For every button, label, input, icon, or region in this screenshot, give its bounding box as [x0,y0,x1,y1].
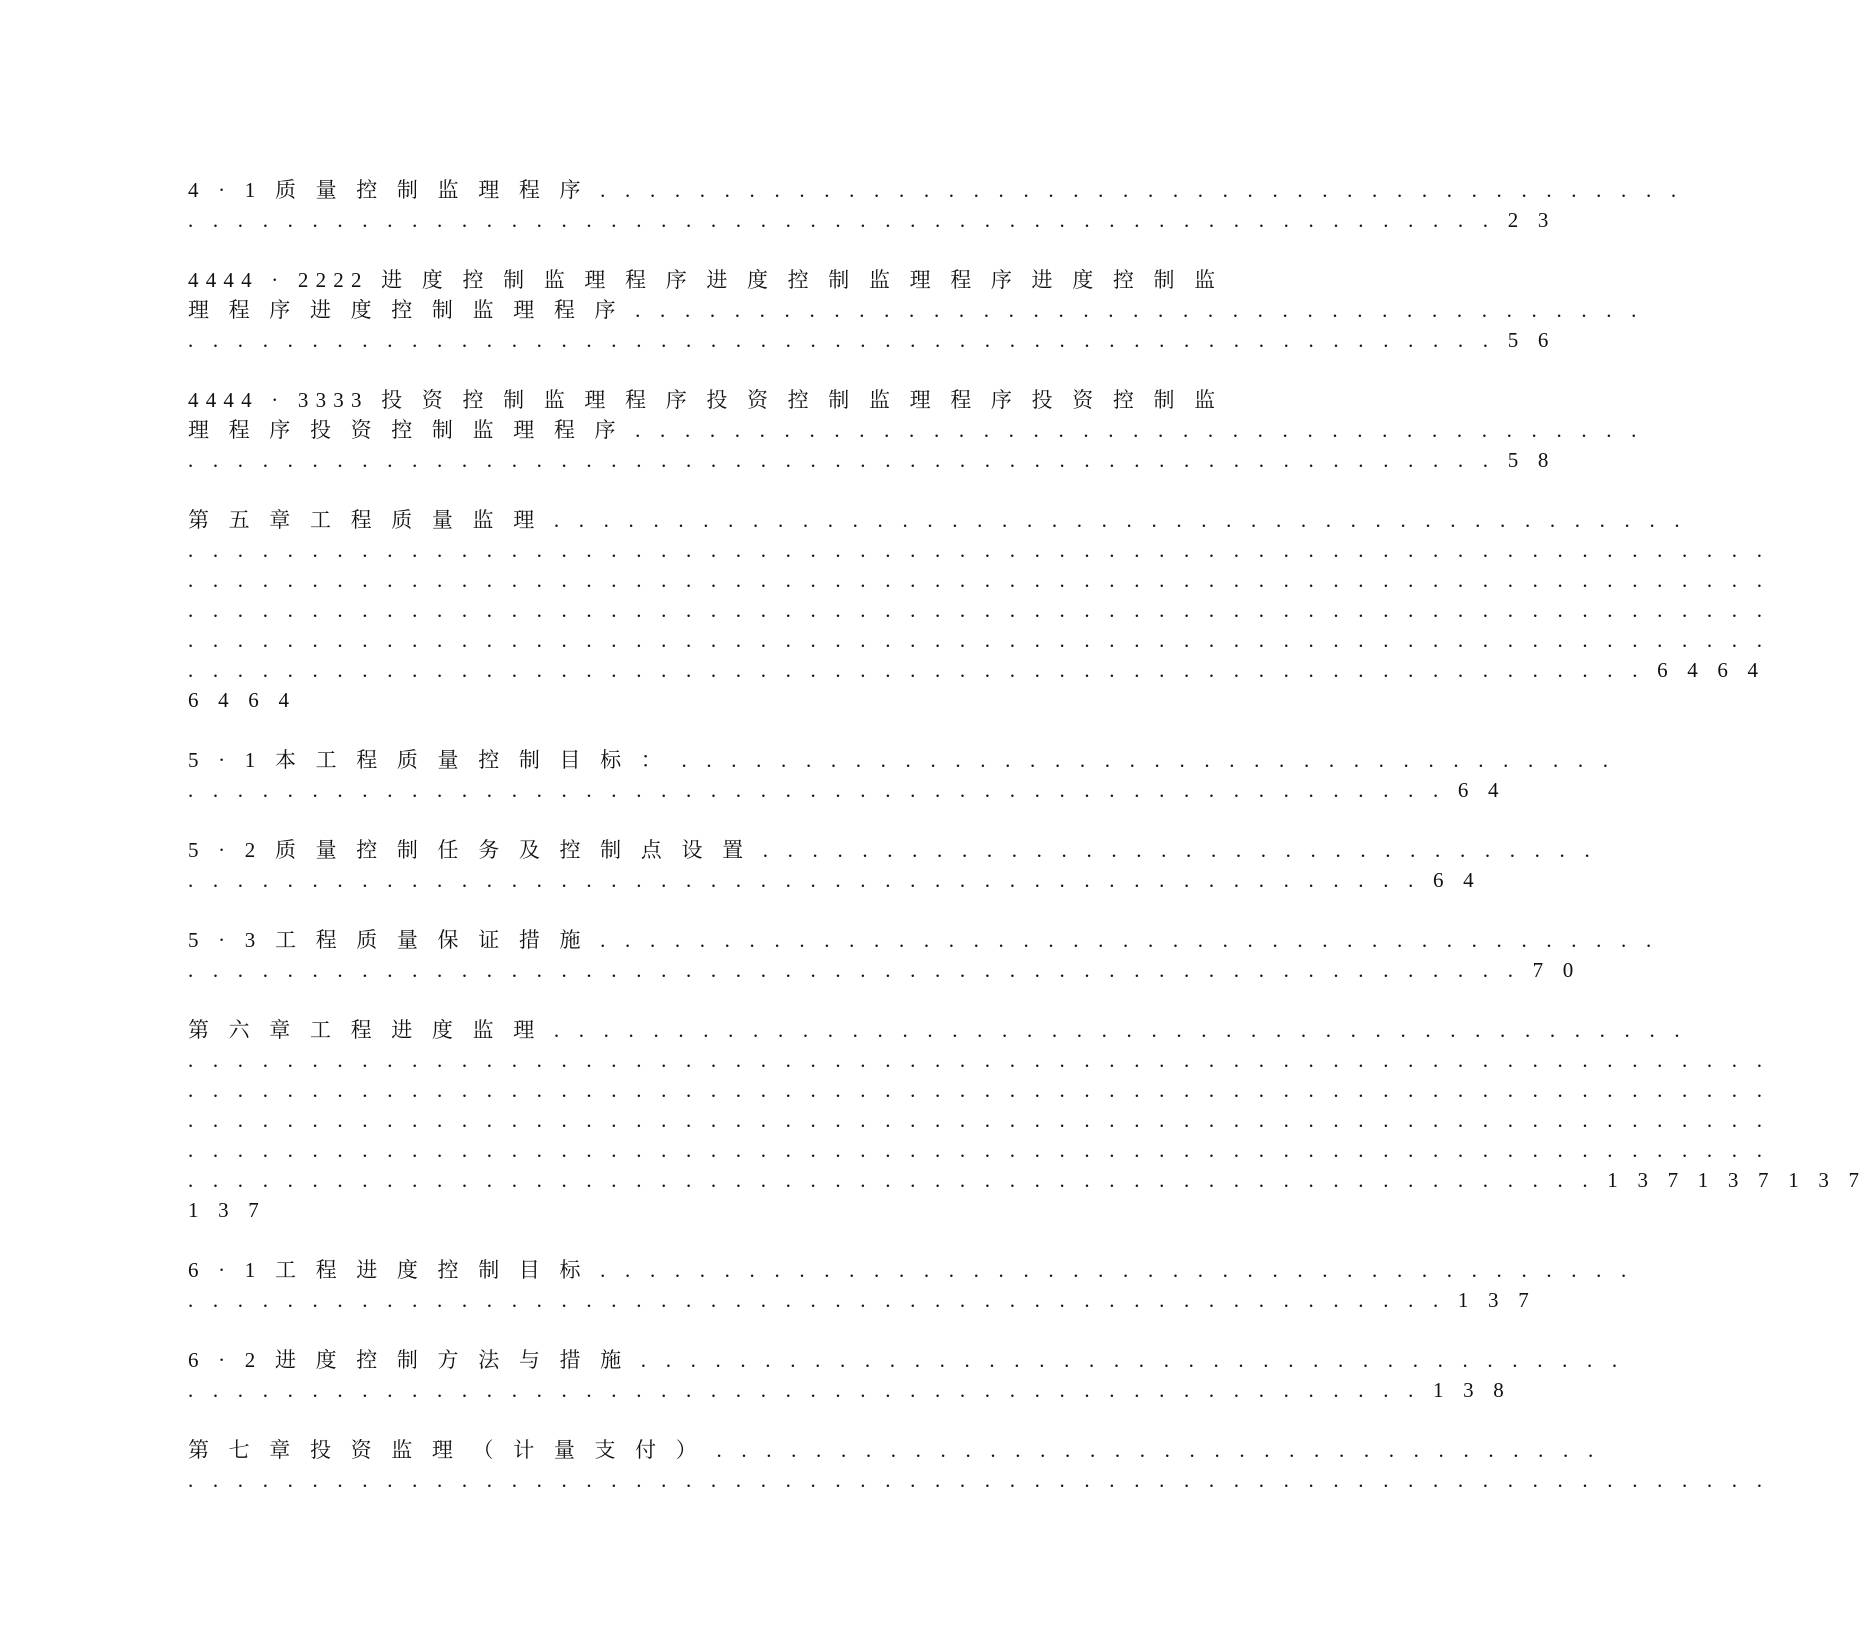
toc-entry-line: . . . . . . . . . . . . . . . . . . . . . . . . . . . . . . . . . . . . . . . . . . . . . . . . . . . . . 2 3 [188,208,1556,232]
toc-entry [188,1435,1770,1495]
toc-entry-line: 5 · 1 本 工 程 质 量 控 制 目 标 ： . . . . . . . . . . . . . . . . . . . . . . . . . . . . . . . . . . . . . . [188,748,1616,772]
toc-entry-line: . . . . . . . . . . . . . . . . . . . . . . . . . . . . . . . . . . . . . . . . . . . . . . . . . . . . . . . . . . . . . . . . [188,1078,1770,1102]
toc-entry-line: . . . . . . . . . . . . . . . . . . . . . . . . . . . . . . . . . . . . . . . . . . . . . . . . . . . . . . . . . . . . . . . . [188,568,1770,592]
toc-entry [188,1015,1866,1225]
table-of-contents [188,175,1866,1525]
toc-entry [188,265,1644,355]
toc-entry-line: 6 · 2 进 度 控 制 方 法 与 措 施 . . . . . . . . . . . . . . . . . . . . . . . . . . . . . . . . . . . . . . . . [188,1348,1625,1372]
toc-entry-line: 5 · 3 工 程 质 量 保 证 措 施 . . . . . . . . . . . . . . . . . . . . . . . . . . . . . . . . . . . . . . . . . . . [188,928,1659,952]
toc-entry-line: . . . . . . . . . . . . . . . . . . . . . . . . . . . . . . . . . . . . . . . . . . . . . . . . . . . 1 3 7 [188,1288,1536,1312]
toc-entry-line: 理 程 序 进 度 控 制 监 理 程 序 . . . . . . . . . . . . . . . . . . . . . . . . . . . . . . . . . . . . . . . . . [188,298,1644,322]
toc-entry-line: . . . . . . . . . . . . . . . . . . . . . . . . . . . . . . . . . . . . . . . . . . . . . . . . . . . 6 4 [188,778,1506,802]
toc-entry-line: . . . . . . . . . . . . . . . . . . . . . . . . . . . . . . . . . . . . . . . . . . . . . . . . . . . . . . . . . . . . . . . . [188,628,1770,652]
toc-entry [188,925,1659,985]
toc-entry-line: 5 · 2 质 量 控 制 任 务 及 控 制 点 设 置 . . . . . . . . . . . . . . . . . . . . . . . . . . . . . . . . . . [188,838,1597,862]
toc-entry-line: . . . . . . . . . . . . . . . . . . . . . . . . . . . . . . . . . . . . . . . . . . . . . . . . . . . . . . . . . . . . . . . . [188,1048,1770,1072]
toc-entry-line: 理 程 序 投 资 控 制 监 理 程 序 . . . . . . . . . . . . . . . . . . . . . . . . . . . . . . . . . . . . . . . . . [188,418,1644,442]
toc-entry-line: . . . . . . . . . . . . . . . . . . . . . . . . . . . . . . . . . . . . . . . . . . . . . . . . . . . . . . . . . . . . . . . . [188,1108,1770,1132]
toc-entry [188,1255,1634,1315]
toc-entry-line: 4444 · 3333 投 资 控 制 监 理 程 序 投 资 控 制 监 理 程 序 投 资 控 制 监 [188,388,1223,412]
toc-entry-line: 4 · 1 质 量 控 制 监 理 程 序 . . . . . . . . . . . . . . . . . . . . . . . . . . . . . . . . . . . . . . . . . . . . [188,178,1684,202]
toc-entry [188,1345,1625,1405]
toc-entry [188,745,1616,805]
toc-entry-line: 4444 · 2222 进 度 控 制 监 理 程 序 进 度 控 制 监 理 程 序 进 度 控 制 监 [188,268,1223,292]
toc-entry-line: 1 3 7 [188,1198,266,1222]
toc-entry-line: 6 4 6 4 [188,688,297,712]
toc-entry [188,835,1597,895]
toc-entry-line: 第 五 章 工 程 质 量 监 理 . . . . . . . . . . . . . . . . . . . . . . . . . . . . . . . . . . . . . . . . . . . . . . [188,508,1687,532]
toc-entry [188,175,1684,235]
toc-entry-line: 第 七 章 投 资 监 理 （ 计 量 支 付 ） . . . . . . . . . . . . . . . . . . . . . . . . . . . . . . . . . . . . [188,1438,1601,1462]
toc-entry-line: . . . . . . . . . . . . . . . . . . . . . . . . . . . . . . . . . . . . . . . . . . . . . . . . . . . . . . . . . . . . . . . . [188,1138,1770,1162]
toc-entry-line: . . . . . . . . . . . . . . . . . . . . . . . . . . . . . . . . . . . . . . . . . . . . . . . . . . . . . . . . . 1 3 7 1 3 7 1 3 7 [188,1168,1866,1192]
toc-entry [188,385,1644,475]
toc-entry [188,505,1770,715]
toc-entry-line: . . . . . . . . . . . . . . . . . . . . . . . . . . . . . . . . . . . . . . . . . . . . . . . . . . 6 4 [188,868,1481,892]
toc-entry-line: . . . . . . . . . . . . . . . . . . . . . . . . . . . . . . . . . . . . . . . . . . . . . . . . . . . . . . 7 0 [188,958,1581,982]
toc-entry-line: . . . . . . . . . . . . . . . . . . . . . . . . . . . . . . . . . . . . . . . . . . . . . . . . . . . . . . . . . . . . . . . . [188,538,1770,562]
toc-entry-line: . . . . . . . . . . . . . . . . . . . . . . . . . . . . . . . . . . . . . . . . . . . . . . . . . . 1 3 8 [188,1378,1511,1402]
toc-entry-line: 第 六 章 工 程 进 度 监 理 . . . . . . . . . . . . . . . . . . . . . . . . . . . . . . . . . . . . . . . . . . . . . . [188,1018,1687,1042]
toc-entry-line: . . . . . . . . . . . . . . . . . . . . . . . . . . . . . . . . . . . . . . . . . . . . . . . . . . . . . . . . . . . . . . . . [188,598,1770,622]
toc-entry-line: . . . . . . . . . . . . . . . . . . . . . . . . . . . . . . . . . . . . . . . . . . . . . . . . . . . . . 5 8 [188,448,1556,472]
toc-entry-line: 6 · 1 工 程 进 度 控 制 目 标 . . . . . . . . . . . . . . . . . . . . . . . . . . . . . . . . . . . . . . . . . . [188,1258,1634,1282]
toc-entry-line: . . . . . . . . . . . . . . . . . . . . . . . . . . . . . . . . . . . . . . . . . . . . . . . . . . . . . . . . . . . 6 4 6 4 [188,658,1766,682]
toc-entry-line: . . . . . . . . . . . . . . . . . . . . . . . . . . . . . . . . . . . . . . . . . . . . . . . . . . . . . 5 6 [188,328,1556,352]
toc-entry-line: . . . . . . . . . . . . . . . . . . . . . . . . . . . . . . . . . . . . . . . . . . . . . . . . . . . . . . . . . . . . . . . . [188,1468,1770,1492]
